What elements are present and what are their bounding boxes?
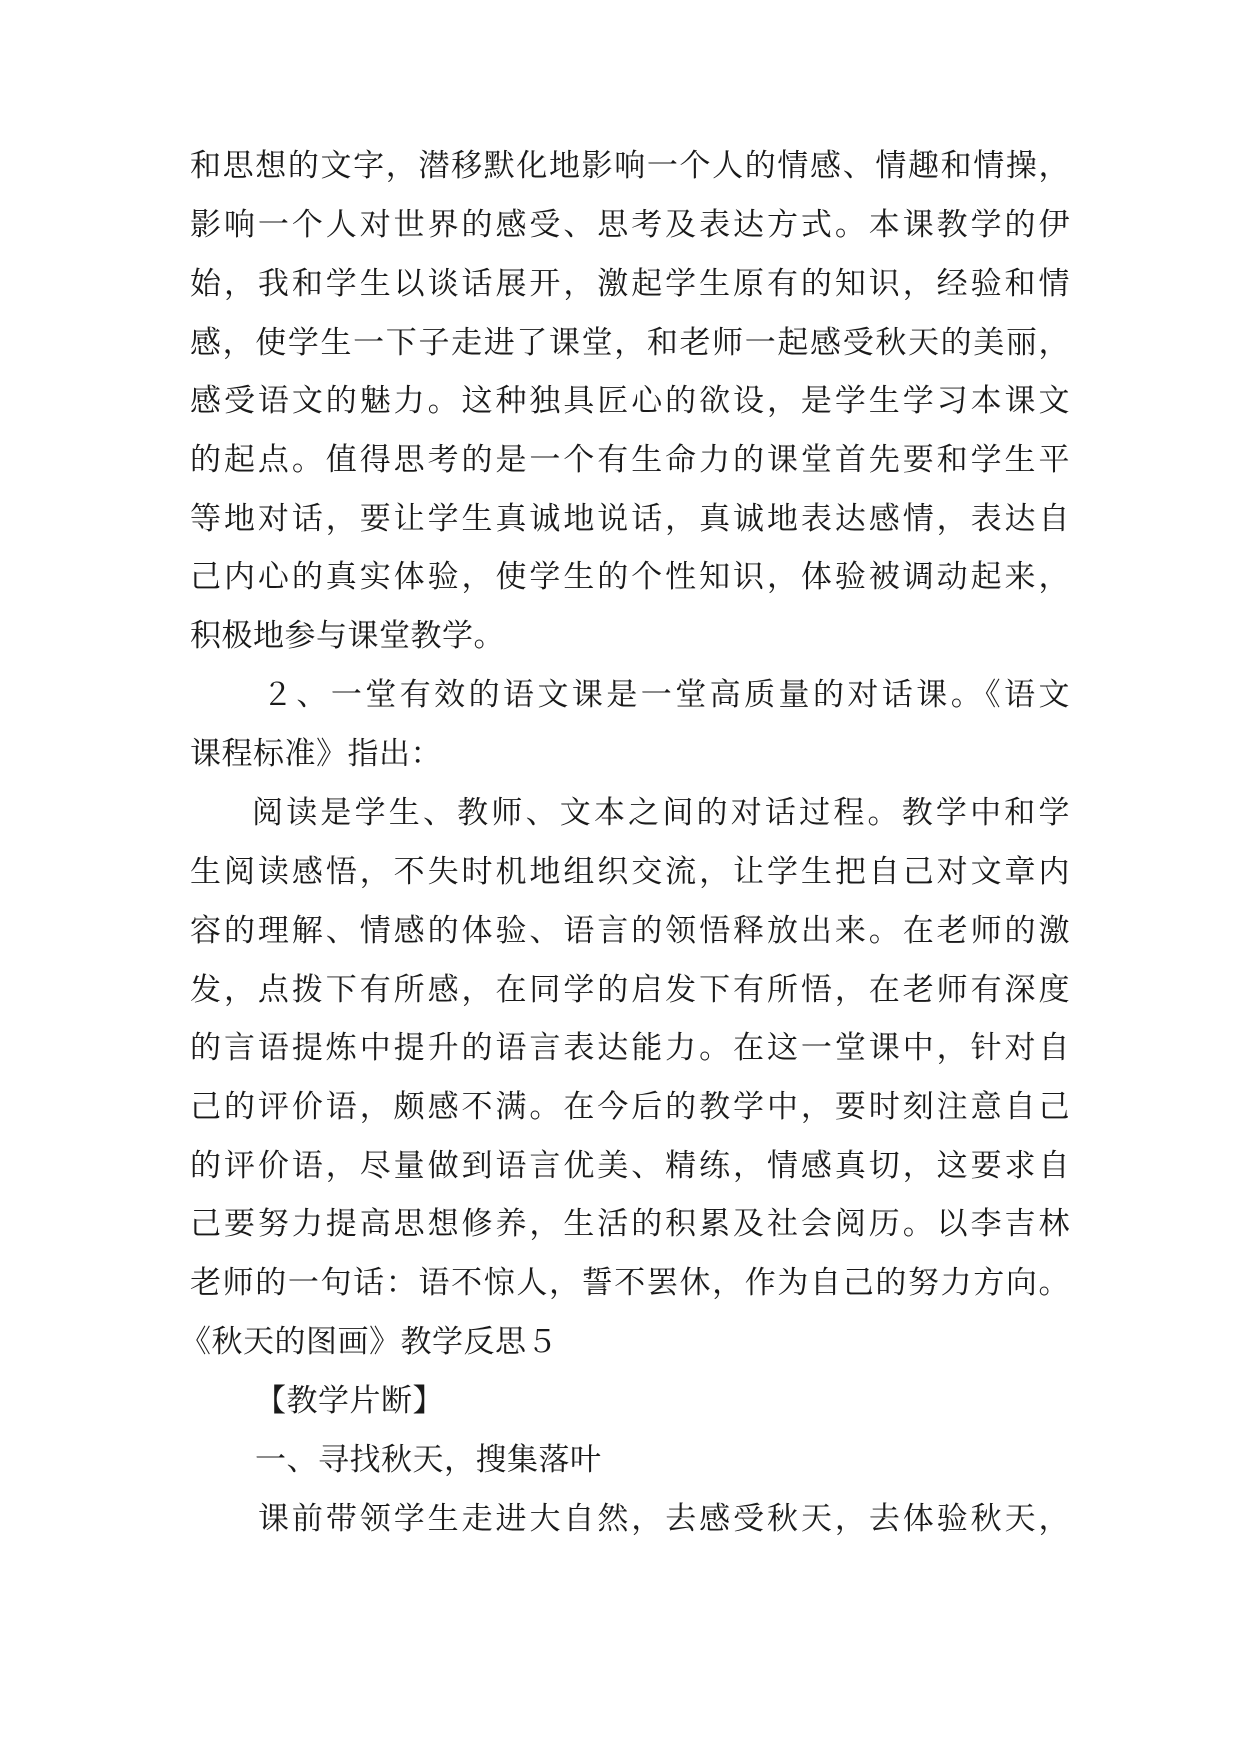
text-line: 和思想的文字，潜移默化地影响一个人的情感、情趣和情操， — [190, 148, 1070, 184]
text-line: 感，使学生一下子走进了课堂，和老师一起感受秋天的美丽， — [190, 325, 1070, 361]
text-line: 感受语文的魅力。这种独具匠心的欲设，是学生学习本课文 — [190, 383, 1070, 419]
text-line: 的评价语，尽量做到语言优美、精练，情感真切，这要求自 — [190, 1148, 1070, 1184]
text-line: 己要努力提高思想修养，生活的积累及社会阅历。以李吉林 — [190, 1206, 1070, 1242]
text-line: 己的评价语，颇感不满。在今后的教学中，要时刻注意自己 — [190, 1089, 1070, 1125]
text-line: 阅读是学生、教师、文本之间的对话过程。教学中和学 — [252, 795, 1070, 831]
text-line: 课程标准》指出： — [190, 736, 442, 772]
text-line: 课前带领学生走进大自然，去感受秋天，去体验秋天， — [258, 1501, 1070, 1537]
text-line: 影响一个人对世界的感受、思考及表达方式。本课教学的伊 — [190, 207, 1070, 243]
text-line: 等地对话，要让学生真诚地说话，真诚地表达感情，表达自 — [190, 501, 1070, 537]
text-line: 己内心的真实体验，使学生的个性知识，体验被调动起来， — [190, 559, 1070, 595]
section-subheading: 【教学片断】 — [255, 1383, 444, 1419]
section-subheading: 一、寻找秋天，搜集落叶 — [255, 1442, 602, 1478]
section-heading: 《秋天的图画》教学反思５ — [180, 1324, 558, 1360]
text-line: 老师的一句话：语不惊人，誓不罢休，作为自己的努力方向。 — [190, 1265, 1070, 1301]
text-line: 发，点拨下有所感，在同学的启发下有所悟，在老师有深度 — [190, 972, 1070, 1008]
text-line: ２、一堂有效的语文课是一堂高质量的对话课。《语文 — [262, 677, 1070, 713]
text-line: 积极地参与课堂教学。 — [190, 618, 505, 654]
text-line: 始，我和学生以谈话展开，激起学生原有的知识，经验和情 — [190, 266, 1070, 302]
text-line: 生阅读感悟，不失时机地组织交流，让学生把自己对文章内 — [190, 854, 1070, 890]
text-line: 的言语提炼中提升的语言表达能力。在这一堂课中，针对自 — [190, 1030, 1070, 1066]
text-line: 的起点。值得思考的是一个有生命力的课堂首先要和学生平 — [190, 442, 1070, 478]
text-line: 容的理解、情感的体验、语言的领悟释放出来。在老师的激 — [190, 913, 1070, 949]
